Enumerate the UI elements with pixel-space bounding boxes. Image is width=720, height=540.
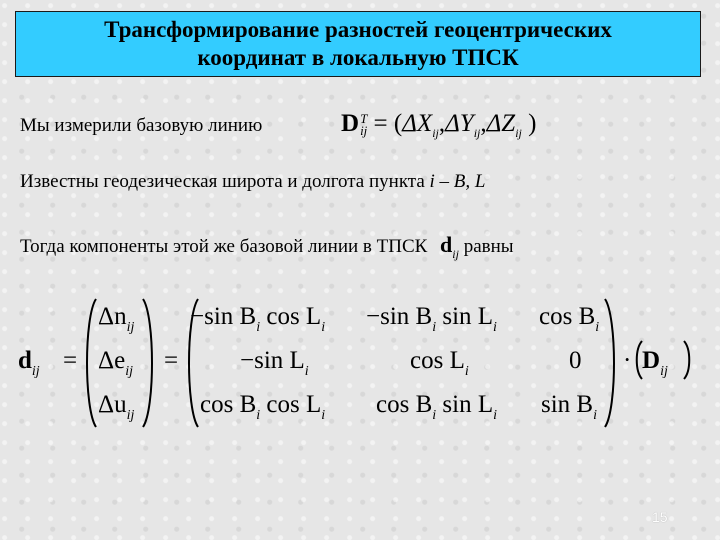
transformation-matrix-equation <box>18 295 698 430</box>
cell-text: sin L <box>436 391 494 418</box>
matrix-r1c2 <box>366 303 497 336</box>
sub-i: i <box>304 364 309 379</box>
sub-ij: ij <box>31 364 40 379</box>
paragraph-known-latlon <box>20 171 485 193</box>
delta-z: ΔZ <box>486 110 516 137</box>
open-paren: ( <box>393 110 403 137</box>
baseline-vector: D <box>341 110 360 137</box>
dot-operator: · <box>623 347 632 374</box>
sub-i: i <box>321 320 326 335</box>
sub-ij: ij <box>126 320 135 335</box>
matrix-r1c3 <box>539 303 599 336</box>
cell-text: −sin L <box>240 347 305 374</box>
sup-t: T <box>360 111 368 127</box>
rhs-symbol: D <box>642 347 661 374</box>
matrix-r3c1 <box>200 391 325 424</box>
cell-text: cos B <box>376 391 433 418</box>
matrix-r2c1 <box>240 347 309 380</box>
comma: , <box>438 110 446 137</box>
entry-symbol: Δe <box>98 347 126 374</box>
matrix-r1c1 <box>190 303 325 336</box>
cell-text: cos L <box>410 347 465 374</box>
sub-ij: ij <box>125 364 133 379</box>
page-number: 15 <box>652 509 668 525</box>
sub-ij: ij <box>432 126 439 140</box>
vector-entry-dn <box>98 303 134 336</box>
cell-text: cos L <box>260 303 322 330</box>
sub-i: i <box>493 408 497 423</box>
sub-i: i <box>595 320 600 335</box>
paragraph-measured-baseline <box>20 115 262 137</box>
sub-ij: ij <box>126 408 135 423</box>
entry-symbol: Δn <box>98 303 127 330</box>
paragraph-text: Известны геодезическая широта и долгота пункта <box>20 171 425 192</box>
title-line-2: координат в локальную ТПСК <box>197 45 519 70</box>
sub-i: i <box>432 320 437 335</box>
delta-x: ΔX <box>402 110 433 137</box>
sub-i: i <box>464 364 469 379</box>
sub-i: i <box>256 408 261 423</box>
point-vars: i – B, L <box>429 171 486 192</box>
cell-text: cos B <box>539 303 596 330</box>
rhs-D <box>642 347 668 380</box>
slide-title <box>15 11 701 77</box>
close-paren: ) <box>528 110 537 137</box>
delta-y: ΔY <box>445 110 474 137</box>
matrix-r3c3 <box>541 391 597 424</box>
matrix-r2c3: 0 <box>569 347 582 374</box>
sub-ij: ij <box>473 126 481 140</box>
sub-i: i <box>593 408 597 423</box>
sub-ij: ij <box>360 123 368 139</box>
sub-ij: ij <box>515 126 522 140</box>
baseline-equation <box>341 110 536 141</box>
cell-text: cos B <box>200 391 257 418</box>
comma: , <box>480 110 487 137</box>
lhs-symbol: d <box>18 347 32 374</box>
lhs-d <box>18 347 40 380</box>
paragraph-components <box>20 232 514 262</box>
sub-i: i <box>321 408 326 423</box>
sub-i: i <box>256 320 261 335</box>
sub-i: i <box>432 408 437 423</box>
entry-symbol: Δu <box>98 391 127 418</box>
sub-ij: ij <box>660 364 668 379</box>
vector-entry-du <box>98 391 134 424</box>
cell-text: cos L <box>260 391 322 418</box>
paragraph-text: Тогда компоненты этой же базовой линии в ТПСК <box>20 236 428 257</box>
right-paren-matrix <box>603 297 623 429</box>
d-symbol: d <box>440 232 453 257</box>
equals-2: = <box>164 347 179 374</box>
paragraph-text-end: равны <box>463 236 514 257</box>
vector-entry-de <box>98 347 133 380</box>
small-d-vector <box>440 232 459 261</box>
cell-text: sin L <box>436 303 494 330</box>
equals-1: = <box>63 347 78 374</box>
title-line-1: Трансформирование разностей геоцентрических <box>104 17 612 42</box>
equals-sign: = <box>373 110 388 137</box>
cell-text: −sin B <box>190 303 257 330</box>
left-paren-vector <box>78 297 98 429</box>
right-paren-rhs <box>682 339 694 381</box>
cell-text: −sin B <box>366 303 433 330</box>
sub-i: i <box>493 320 497 335</box>
sub-ij: ij <box>452 247 459 261</box>
baseline-supsub <box>360 113 367 137</box>
cell-text: sin B <box>541 391 594 418</box>
paragraph-text: Мы измерили базовую линию <box>20 115 263 136</box>
matrix-r3c2 <box>376 391 497 424</box>
right-paren-vector <box>141 297 161 429</box>
matrix-r2c2 <box>410 347 469 380</box>
